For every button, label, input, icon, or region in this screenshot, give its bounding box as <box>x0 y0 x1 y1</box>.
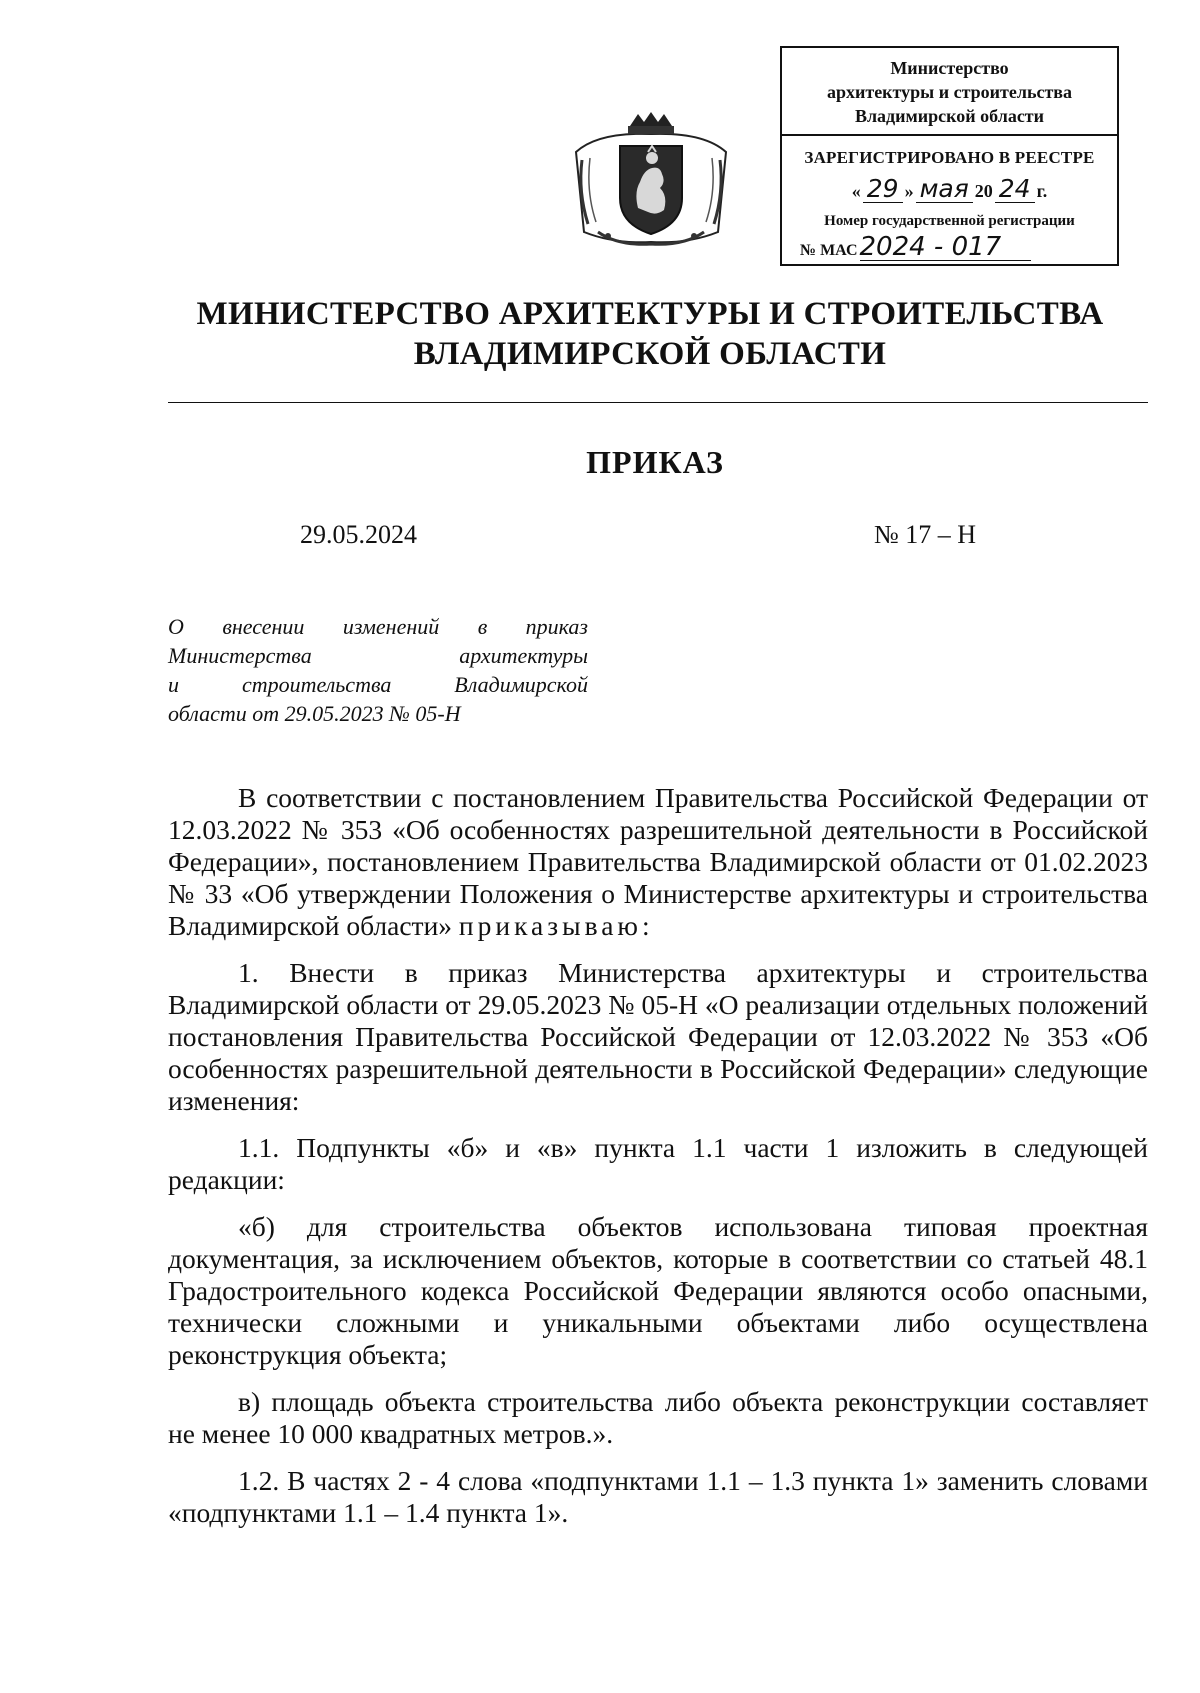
ministry-heading <box>150 294 1150 374</box>
registration-number <box>782 234 1117 261</box>
registration-date-suffix: г. <box>1036 181 1048 201</box>
registration-org-line: Владимирской области <box>854 106 1045 126</box>
registration-status: ЗАРЕГИСТРИРОВАНО В РЕЕСТРЕ <box>804 148 1095 167</box>
registration-date-close-quote: » <box>904 181 914 201</box>
registration-stamp <box>780 46 1119 266</box>
preamble-decree-word: приказываю: <box>458 910 654 941</box>
registration-date-month: мая <box>916 176 973 203</box>
registration-org <box>782 48 1117 136</box>
body-paragraph-preamble <box>168 782 1148 942</box>
registration-date <box>782 176 1117 203</box>
registration-number-prefix: № МАС <box>800 242 858 259</box>
order-subject-line: и строительства Владимирской <box>168 672 588 697</box>
body-paragraph-item-1-1: 1.1. Подпункты «б» и «в» пункта 1.1 части 1 изложить в следующей редакции: <box>168 1132 1148 1195</box>
body-paragraph-item-1-2: 1.2. В частях 2 - 4 слова «подпунктами 1.1 – 1.3 пункта 1» заменить словами «подпунктами 1.1 – 1.4 пункта 1». <box>168 1465 1148 1528</box>
registration-number-label: Номер государственной регистрации <box>824 213 1075 229</box>
registration-date-open-quote: « <box>851 181 861 201</box>
order-subject-line: Министерства архитектуры <box>168 643 588 668</box>
order-subject <box>168 612 588 728</box>
body-paragraph-subitem-b: «б) для строительства объектов использована типовая проектная документация, за исключением объектов, которые в соответствии со статьей 48.1 Градостроительного кодекса Российской Федерации являются особо опасными, технически сложными и уникальными объектами либо осуществлена реконструкция объекта; <box>168 1211 1148 1370</box>
registration-date-day: 29 <box>863 176 903 203</box>
order-subject-line: О внесении изменений в приказ <box>168 614 588 639</box>
header-divider <box>168 402 1148 403</box>
body-paragraph-item-1: 1. Внести в приказ Министерства архитектуры и строительства Владимирской области от 29.05.2023 № 05-Н «О реализации отдельных положений постановления Правительства Российской Федерации от 12.03.2022 № 353 «Об особенностях разрешительной деятельности в Российской Федерации» следующие изменения: <box>168 957 1148 1116</box>
order-subject-line: области от 29.05.2023 № 05-Н <box>168 701 461 726</box>
order-date: 29.05.2024 <box>300 520 417 549</box>
registration-org-line: Министерство <box>890 58 1009 78</box>
preamble-text: В соответствии с постановлением Правительства Российской Федерации от 12.03.2022 № 353 «Об особенностях разрешительной деятельности в Российской Федерации», постановлением Правительства Владимирской области от 01.02.2023 № 33 «Об утверждении Положения о Министерстве архитектуры и строительства Владимирской области» <box>168 782 1148 941</box>
coat-of-arms-icon <box>568 112 734 246</box>
coat-of-arms-emblem <box>568 112 734 246</box>
registration-number-value: 2024 - 017 <box>860 234 1032 261</box>
registration-date-year-prefix: 20 <box>974 181 993 201</box>
registration-org-line: архитектуры и строительства <box>826 82 1073 102</box>
order-body <box>168 782 1148 1544</box>
order-number: № 17 – Н <box>874 520 977 549</box>
document-title: ПРИКАЗ <box>586 444 724 480</box>
ministry-heading-line: ВЛАДИМИРСКОЙ ОБЛАСТИ <box>413 336 887 372</box>
body-paragraph-subitem-v: в) площадь объекта строительства либо объекта реконструкции составляет не менее 10 000 квадратных метров.». <box>168 1386 1148 1449</box>
ministry-heading-line: МИНИСТЕРСТВО АРХИТЕКТУРЫ И СТРОИТЕЛЬСТВА <box>196 296 1104 332</box>
registration-date-year-suffix: 24 <box>995 176 1035 203</box>
